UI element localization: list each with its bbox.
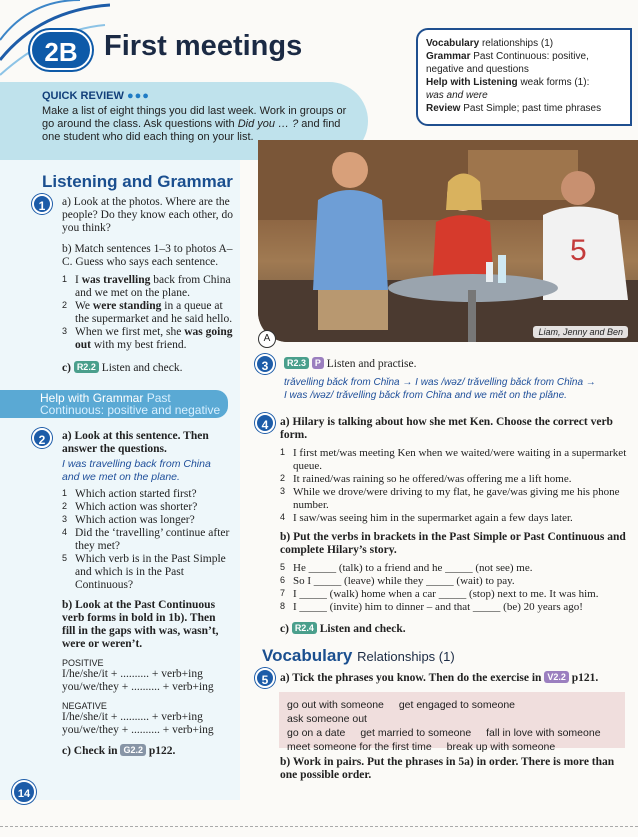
- negative-label: NEGATIVE: [62, 701, 107, 711]
- phrase-item: go on a date: [287, 727, 346, 739]
- page-title: First meetings: [104, 30, 303, 62]
- svg-text:5: 5: [570, 234, 587, 267]
- pronunciation-line-1: trǎvelling bǎck from Chǐna → I was /wəz/ trǎvelling bǎck from Chǐna →: [284, 377, 596, 388]
- list-item: 2 Which action was shorter?: [62, 501, 198, 513]
- help-with-grammar-box: [0, 390, 228, 418]
- vocab-ref-badge[interactable]: V2.2: [544, 671, 569, 683]
- photo-cafe: [258, 140, 638, 342]
- list-item: 2 We were standing in a queue at the supermarket and he said hello.: [62, 300, 233, 325]
- exercise-2c: c) Check in G2.2 p122.: [62, 745, 176, 757]
- exercise-4a: a) Hilary is talking about how she met Ken. Choose the correct verb form.: [280, 416, 613, 441]
- list-item: 5 He _____ (talk) to a friend and he _____ (not see) me.: [280, 562, 533, 574]
- phrase-box: [279, 692, 625, 753]
- photo-label-a: A: [258, 330, 276, 348]
- phrase-item: meet someone for the first time: [287, 741, 432, 753]
- dots-icon: ●●●: [126, 90, 150, 102]
- list-item: 2 It rained/was raining so he offered/was offering me a lift home.: [280, 473, 572, 485]
- pronunciation-badge[interactable]: P: [312, 357, 324, 369]
- exercise-2a: a) Look at this sentence. Then answer the questions.: [62, 430, 209, 455]
- positive-form-1: I/he/she/it + .......... + verb+ing: [62, 668, 203, 680]
- exercise-1: [62, 196, 238, 375]
- quick-review-title: QUICK REVIEW: [42, 90, 124, 102]
- exercise-2: [62, 430, 230, 758]
- audio-track-badge[interactable]: R2.4: [292, 622, 317, 634]
- hwg-title: Help with Grammar: [40, 391, 144, 405]
- list-item: 1 I first met/was meeting Ken when we waited/were waiting in a supermarket queue.: [280, 447, 627, 472]
- example-sentence: I was travelling back from China and we met on the plane.: [62, 458, 211, 483]
- quick-review-text: Make a list of eight things you did last week. Work in groups or go around the class. Ask questions with Did you … ? and find one student who did each thing on your list.: [42, 105, 347, 143]
- exercise-number-2: 2: [32, 428, 52, 448]
- list-item: 4 Did the ‘travelling’ continue after they met?: [62, 527, 230, 552]
- list-item: 8 I _____ (invite) him to dinner – and that _____ (be) 20 years ago!: [280, 601, 583, 613]
- exercise-4b: b) Put the verbs in brackets in the Past Simple or Past Continuous and complete Hilary’s story.: [280, 531, 626, 556]
- list-item: 3 While we drove/were driving to my flat, he gave/was giving me his phone number.: [280, 486, 620, 511]
- lesson-info-box: Vocabulary relationships (1) Grammar Past Continuous: positive, negative and questions Help with Listening weak forms (1): was and were Review Past Simple; past time phrases: [416, 28, 632, 126]
- exercise-3: R2.3 P Listen and practise. trǎvelling bǎck from Chǐna → I was /wəz/ trǎvelling bǎck from Chǐna → I was /wəz/ trǎvelling bǎck from Chǐna and we mět on the plǎne.: [284, 357, 630, 402]
- pronunciation-line-2: I was /wəz/ trǎvelling bǎck from Chǐna and we mět on the plǎne.: [284, 390, 567, 401]
- exercise-number-3: 3: [255, 354, 275, 374]
- list-item: 1 I was travelling back from China and we met on the plane.: [62, 274, 231, 299]
- exercise-5b: b) Work in pairs. Put the phrases in 5a) in order. There is more than one possible order.: [280, 756, 615, 781]
- phrase-item: go out with someone: [287, 699, 384, 711]
- exercise-number-4: 4: [255, 413, 275, 433]
- negative-form-2: you/we/they + .......... + verb+ing: [62, 724, 214, 736]
- exercise-2b: b) Look at the Past Continuous verb forms in bold in 1b). Then fill in the gaps with was, wasn’t, were or weren’t.: [62, 599, 219, 650]
- list-item: 7 I _____ (walk) home when a car _____ (stop) next to me. It was him.: [280, 588, 599, 600]
- hwg-sub2: Continuous: positive and negative: [40, 403, 221, 417]
- phrase-item: break up with someone: [446, 741, 556, 753]
- bottom-divider: [0, 826, 638, 827]
- listening-heading: Listening and Grammar: [42, 172, 233, 191]
- unit-badge: 2B: [30, 30, 92, 70]
- list-item: 4 I saw/was seeing him in the supermarket again a few days later.: [280, 512, 573, 524]
- exercise-1a: a) Look at the photos. Where are the people? Do they know each other, do you think?: [62, 196, 234, 234]
- exercise-1c: c) R2.2 Listen and check.: [62, 362, 183, 374]
- sentence-list: [62, 274, 238, 352]
- exercise-4c: c) R2.4 Listen and check.: [280, 623, 406, 635]
- vocabulary-heading: Vocabulary Relationships (1): [262, 646, 455, 665]
- audio-track-badge[interactable]: R2.2: [74, 361, 99, 373]
- question-list: [62, 488, 230, 592]
- positive-label: POSITIVE: [62, 658, 104, 668]
- page-number: 14: [12, 780, 36, 804]
- gap-fill-list: [280, 562, 630, 614]
- list-item: 6 So I _____ (leave) while they _____ (wait) to pay.: [280, 575, 515, 587]
- photo-illustration: [258, 140, 638, 342]
- exercise-4: [280, 416, 630, 636]
- audio-track-badge[interactable]: R2.3: [284, 357, 309, 369]
- exercise-5a: a) Tick the phrases you know. Then do the exercise in V2.2 p121.: [280, 672, 599, 684]
- phrase-item: get engaged to someone: [398, 699, 516, 711]
- exercise-number-1: 1: [32, 194, 52, 214]
- phrase-item: get married to someone: [360, 727, 472, 739]
- positive-form-2: you/we/they + .......... + verb+ing: [62, 681, 214, 693]
- list-item: 1 Which action started first?: [62, 488, 197, 500]
- verb-choice-list: [280, 447, 630, 525]
- grammar-ref-badge[interactable]: G2.2: [120, 744, 146, 756]
- exercise-1b: b) Match sentences 1–3 to photos A–C. Guess who says each sentence.: [62, 243, 233, 268]
- hwg-sub1: Past: [146, 391, 171, 405]
- exercise-number-5: 5: [255, 668, 275, 688]
- phrase-item: ask someone out: [287, 713, 367, 725]
- negative-form-1: I/he/she/it + .......... + verb+ing: [62, 711, 203, 723]
- phrase-item: fall in love with someone: [486, 727, 601, 739]
- list-item: 3 When we first met, she was going out with my best friend.: [62, 326, 233, 351]
- list-item: 5 Which verb is in the Past Simple and which is in the Past Continuous?: [62, 553, 226, 591]
- list-item: 3 Which action was longer?: [62, 514, 195, 526]
- photo-caption: Liam, Jenny and Ben: [533, 326, 628, 338]
